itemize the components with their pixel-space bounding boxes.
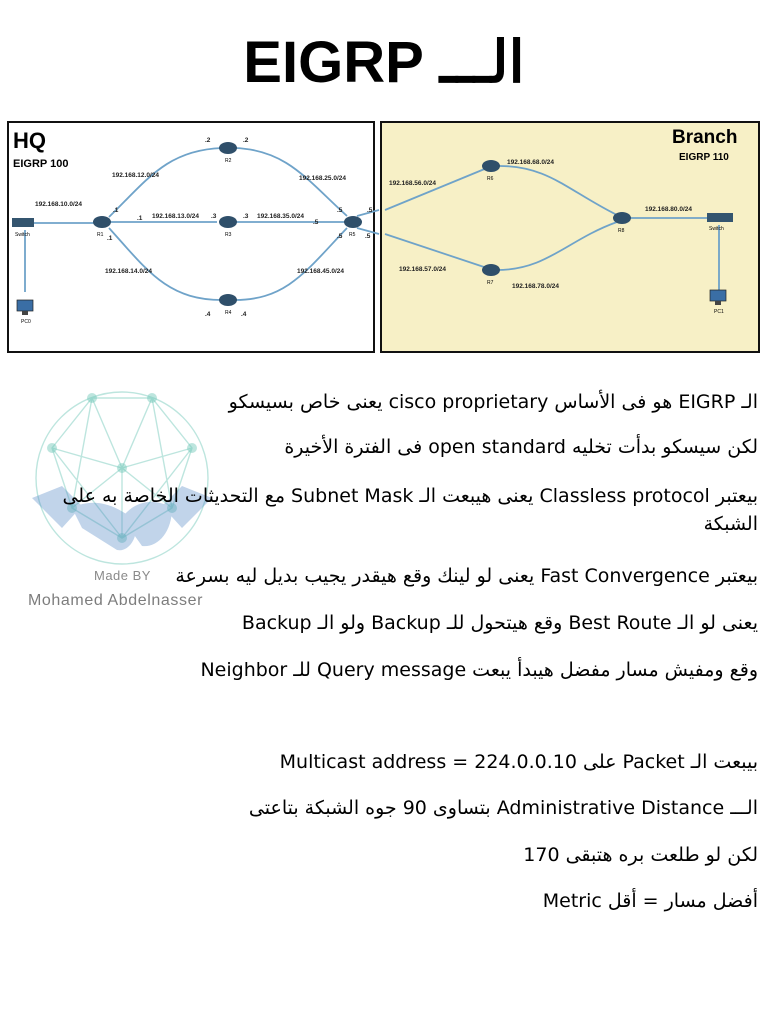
svg-text:PC1: PC1 — [714, 309, 724, 315]
host-octet: .1 — [137, 215, 143, 222]
text-line: لكن لو طلعت بره هتبقى 170 — [523, 844, 758, 866]
net-label: 192.168.80.0/24 — [645, 206, 692, 213]
svg-text:R8: R8 — [618, 228, 625, 234]
net-label: 192.168.68.0/24 — [507, 159, 554, 166]
text-line: بيعتبر Classless protocol يعنى هيبعت الـ Subnet Mask مع التحديثات الخاصة به على الشبكة — [62, 485, 758, 535]
text-line: لكن سيسكو بدأت تخليه open standard فى الفترة الأخيرة — [284, 436, 758, 458]
host-octet: .5 — [337, 207, 343, 214]
net-label: 192.168.56.0/24 — [389, 180, 436, 187]
text-line: بيبعت الـ Packet على 224.0.0.10 = Multicast address — [279, 751, 758, 773]
net-label: 192.168.13.0/24 — [152, 213, 199, 220]
host-octet: .5 — [367, 207, 373, 214]
host-octet: .2 — [205, 137, 211, 144]
net-label: 192.168.25.0/24 — [299, 175, 346, 182]
svg-text:Switch: Switch — [709, 226, 724, 232]
net-label: 192.168.12.0/24 — [112, 172, 159, 179]
hq-as-label: EIGRP 100 — [13, 158, 69, 170]
net-label: 192.168.45.0/24 — [297, 268, 344, 275]
net-label: 192.168.35.0/24 — [257, 213, 304, 220]
text-line: الـــ Administrative Distance بتساوى 90 جوه الشبكة بتاعتى — [248, 797, 758, 819]
svg-text:Switch: Switch — [15, 232, 30, 238]
svg-text:PC0: PC0 — [21, 319, 31, 325]
branch-as-label: EIGRP 110 — [679, 152, 729, 163]
host-octet: .5 — [365, 233, 371, 240]
text-line: يعنى لو الـ Best Route وقع هيتحول للـ Backup ولو الـ Backup — [241, 612, 758, 634]
text-line: بيعتبر Fast Convergence يعنى لو لينك وقع هيقدر يجيب بديل ليه بسرعة — [175, 565, 758, 587]
host-octet: .5 — [313, 219, 319, 226]
svg-text:R1: R1 — [97, 232, 104, 238]
watermark-author: Mohamed Abdelnasser — [28, 592, 204, 609]
host-octet: .4 — [205, 311, 211, 318]
text-line: وقع ومفيش مسار مفضل هيبدأ يبعت Query message للـ Neighbor — [200, 659, 758, 681]
text-line: أفضل مسار = أقل Metric — [542, 890, 758, 912]
svg-text:R2: R2 — [225, 158, 232, 164]
host-octet: .3 — [211, 213, 217, 220]
host-octet: .1 — [113, 207, 119, 214]
host-octet: .3 — [243, 213, 249, 220]
svg-text:R7: R7 — [487, 280, 494, 286]
hq-label: HQ — [13, 128, 46, 153]
net-label: 192.168.78.0/24 — [512, 283, 559, 290]
page-title: الـــ EIGRP — [243, 30, 525, 95]
network-topology-diagram — [7, 120, 761, 354]
host-octet: .1 — [107, 235, 113, 242]
host-octet: .2 — [243, 137, 249, 144]
host-octet: .4 — [241, 311, 247, 318]
net-label: 192.168.14.0/24 — [105, 268, 152, 275]
host-octet: .5 — [337, 233, 343, 240]
svg-text:R6: R6 — [487, 176, 494, 182]
hq-panel — [8, 122, 374, 352]
net-label: 192.168.57.0/24 — [399, 266, 446, 273]
svg-text:R5: R5 — [349, 232, 356, 238]
watermark-made-by: Made BY — [94, 568, 151, 583]
text-line: الـ EIGRP هو فى الأساس cisco proprietary يعنى خاص بسيسكو — [228, 391, 758, 413]
branch-label: Branch — [672, 127, 738, 148]
net-label: 192.168.10.0/24 — [35, 201, 82, 208]
svg-text:R4: R4 — [225, 310, 232, 316]
svg-text:R3: R3 — [225, 232, 232, 238]
